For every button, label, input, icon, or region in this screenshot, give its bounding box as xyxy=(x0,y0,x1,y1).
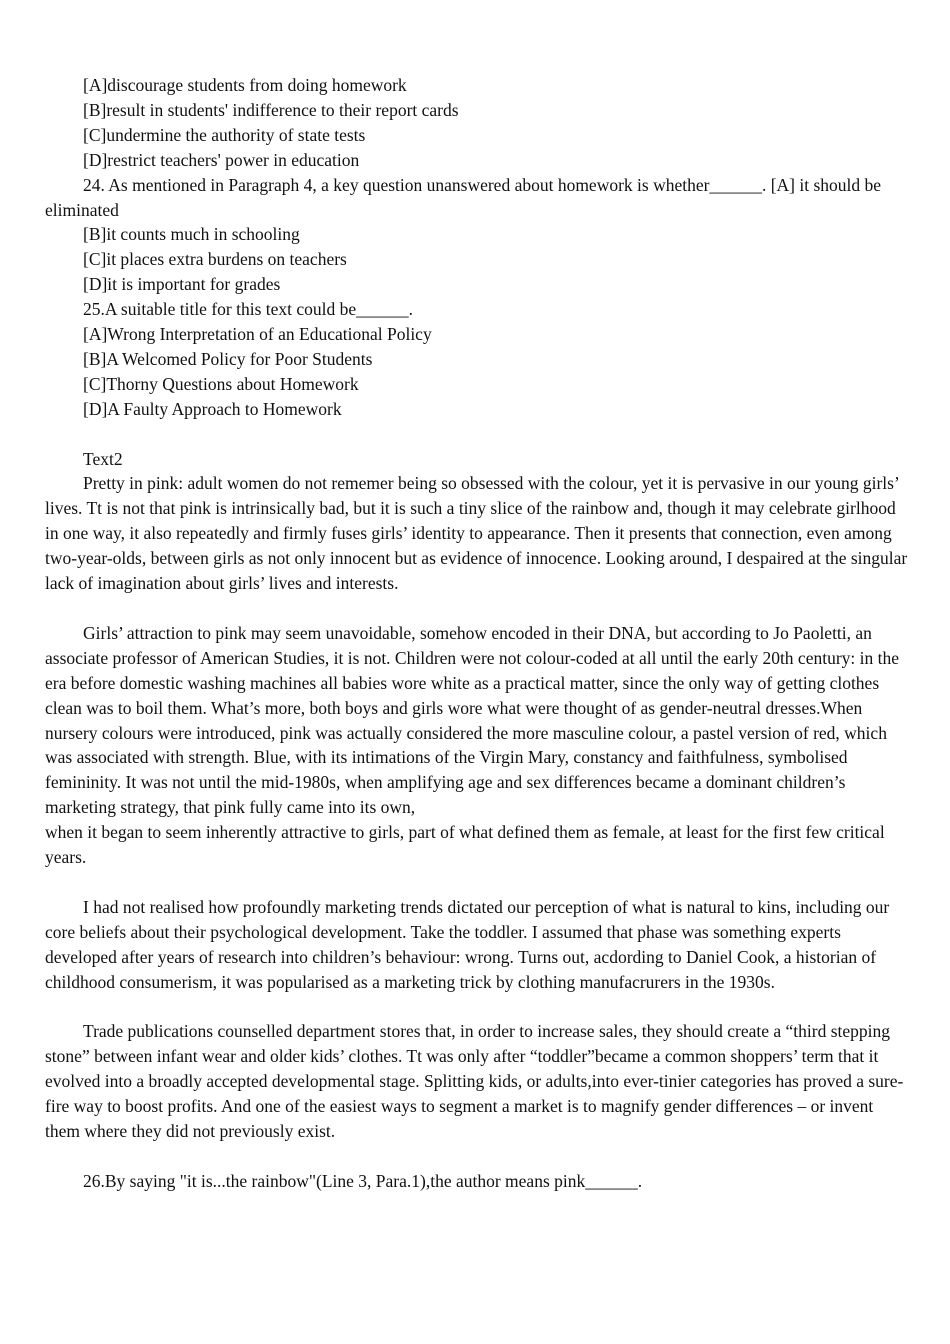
text2-paragraph-2-continued: when it began to seem inherently attractive to girls, part of what defined them as female, at least for the first few critical years. xyxy=(45,822,885,868)
text2-paragraph-1: Pretty in pink: adult women do not rememer being so obsessed with the colour, yet it is pervasive in our young girls’ lives. Tt is not that pink is intrinsically bad, but it is such a tiny slice of the rainbow and, though it may celebrate girlhood in one way, it also repeatedly and firmly fuses girls’ identity to appearance. Then it presents that connection, even among two-year-olds, between girls as not only innocent but as evidence of innocence. Looking around, I despaired at the singular lack of imagination about girls’ lives and interests. xyxy=(45,473,908,594)
q25-option-c: [C]Thorny Questions about Homework xyxy=(83,373,359,394)
spacer xyxy=(45,994,909,1019)
text2-paragraph-3: I had not realised how profoundly marketing trends dictated our perception of what is natural to kins, including our core beliefs about their psychological development. Take the toddler. I assumed that phase was something experts developed after years of research into children’s behaviour: wrong. Turns out, acdording to Daniel Cook, a historian of childhood consumerism, it was popularised as a marketing trick by clothing manufacrurers in the 1930s. xyxy=(45,896,890,992)
spacer xyxy=(45,870,909,895)
q24-option-b: [B]it counts much in schooling xyxy=(83,224,300,245)
text2-paragraph-2: Girls’ attraction to pink may seem unavoidable, somehow encoded in their DNA, but according to Jo Paoletti, an associate professor of American Studies, it is not. Children were not colour-coded at all until the early 20th century: in the era before domestic washing machines all babies wore white as a practical matter, since the only way of getting clothes clean was to boil them. What’s more, both boys and girls wore what were thought of as gender-neutral dresses.When nursery colours were introduced, pink was actually considered the more masculine colour, a pastel version of red, which was associated with strength. Blue, with its intimations of the Virgin Mary, constancy and faithfulness, symbolised femininity. It was not until the mid-1980s, when amplifying age and sex differences became a dominant children’s marketing strategy, that pink fully came into its own, xyxy=(45,622,900,818)
q24-stem: 24. As mentioned in Paragraph 4, a key question unanswered about homework is whether______. [A] it should be eliminated xyxy=(45,174,882,220)
q25-option-a: [A]Wrong Interpretation of an Educational Policy xyxy=(83,324,432,345)
q23-option-b: [B]result in students' indifference to their report cards xyxy=(83,99,459,120)
text2-paragraph-4: Trade publications counselled department stores that, in order to increase sales, they should create a “third stepping stone” between infant wear and older kids’ clothes. Tt was only after “toddler”became a common shoppers’ term that it evolved into a broadly accepted developmental stage. Splitting kids, or adults,into ever-tinier categories has proved a sure-fire way to boost profits. And one of the easiest ways to segment a market is to magnify gender differences – or invent them where they did not previously exist. xyxy=(45,1021,904,1141)
spacer xyxy=(45,1144,909,1169)
q23-option-c: [C]undermine the authority of state tests xyxy=(83,124,366,145)
spacer xyxy=(45,422,909,447)
q25-stem: 25.A suitable title for this text could be______. xyxy=(83,299,414,320)
document-page xyxy=(45,73,909,1194)
text2-heading: Text2 xyxy=(83,448,123,469)
q23-option-d: [D]restrict teachers' power in education xyxy=(83,149,360,170)
q23-option-a: [A]discourage students from doing homework xyxy=(83,75,407,95)
q24-option-d: [D]it is important for grades xyxy=(83,274,281,295)
q25-option-d: [D]A Faulty Approach to Homework xyxy=(83,398,342,419)
q25-option-b: [B]A Welcomed Policy for Poor Students xyxy=(83,348,373,369)
spacer xyxy=(45,596,909,621)
q26-stem: 26.By saying "it is...the rainbow"(Line 3, Para.1),the author means pink______. xyxy=(83,1170,643,1191)
q24-option-c: [C]it places extra burdens on teachers xyxy=(83,249,347,270)
